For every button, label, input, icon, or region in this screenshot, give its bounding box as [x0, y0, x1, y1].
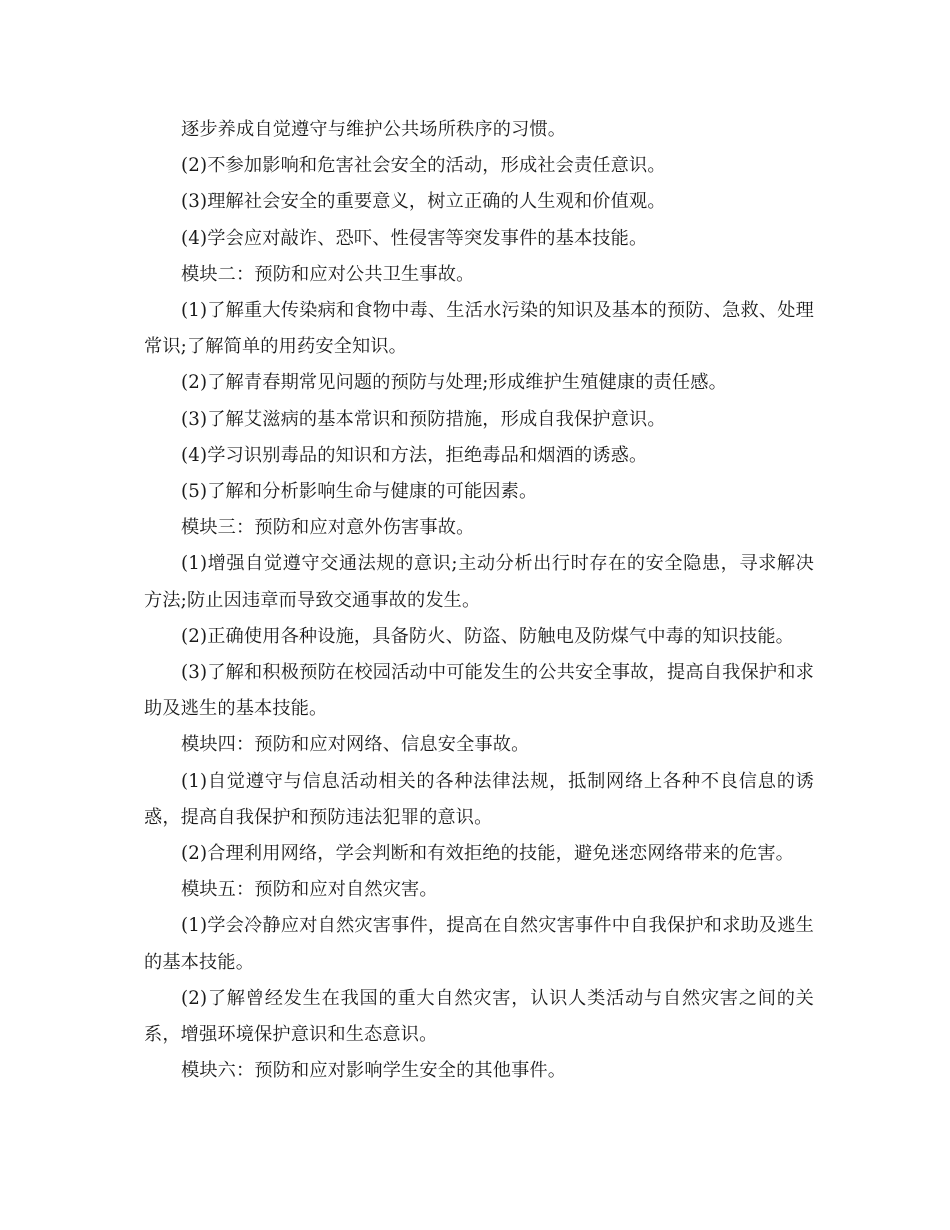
paragraph-item: (3)理解社会安全的重要意义，树立正确的人生观和价值观。 [181, 191, 666, 213]
module-heading: 模块六：预防和应对影响学生安全的其他事件。 [181, 1060, 567, 1082]
module-heading: 模块三：预防和应对意外伤害事故。 [181, 517, 475, 539]
paragraph-item: (1)增强自觉遵守交通法规的意识;主动分析出行时存在的安全隐患，寻求解决方法;防止因违章而导致交通事故的发生。 [144, 553, 814, 611]
paragraph-item: (2)合理利用网络，学会判断和有效拒绝的技能，避免迷恋网络带来的危害。 [181, 843, 795, 865]
document-body [144, 112, 814, 1089]
paragraph-item: (5)了解和分析影响生命与健康的可能因素。 [181, 481, 538, 503]
module-heading: 模块五：预防和应对自然灾害。 [181, 879, 438, 901]
paragraph-item: (1)了解重大传染病和食物中毒、生活水污染的知识及基本的预防、急救、处理常识;了解简单的用药安全知识。 [144, 300, 814, 358]
paragraph-item: (1)学会冷静应对自然灾害事件，提高在自然灾害事件中自我保护和求助及逃生的基本技能。 [144, 915, 814, 973]
module-heading: 模块二：预防和应对公共卫生事故。 [181, 263, 475, 285]
paragraph-item: (1)自觉遵守与信息活动相关的各种法律法规，抵制网络上各种不良信息的诱惑，提高自我保护和预防违法犯罪的意识。 [144, 770, 814, 828]
paragraph-item: (2)了解曾经发生在我国的重大自然灾害，认识人类活动与自然灾害之间的关系，增强环境保护意识和生态意识。 [144, 987, 814, 1046]
paragraph-item: (2)正确使用各种设施，具备防火、防盗、防触电及防煤气中毒的知识技能。 [181, 625, 795, 647]
paragraph-item: (2)不参加影响和危害社会安全的活动，形成社会责任意识。 [181, 155, 666, 177]
paragraph-item: (2)了解青春期常见问题的预防与处理;形成维护生殖健康的责任感。 [181, 372, 727, 394]
paragraph-item: (4)学会应对敲诈、恐吓、性侵害等突发事件的基本技能。 [181, 227, 648, 249]
paragraph-continuation: 逐步养成自觉遵守与维护公共场所秩序的习惯。 [181, 119, 567, 140]
module-heading: 模块四：预防和应对网络、信息安全事故。 [181, 734, 530, 756]
paragraph-item: (4)学习识别毒品的知识和方法，拒绝毒品和烟酒的诱惑。 [181, 444, 648, 466]
paragraph-item: (3)了解艾滋病的基本常识和预防措施，形成自我保护意识。 [181, 408, 666, 430]
paragraph-item: (3)了解和积极预防在校园活动中可能发生的公共安全事故，提高自我保护和求助及逃生的基本技能。 [144, 662, 814, 720]
